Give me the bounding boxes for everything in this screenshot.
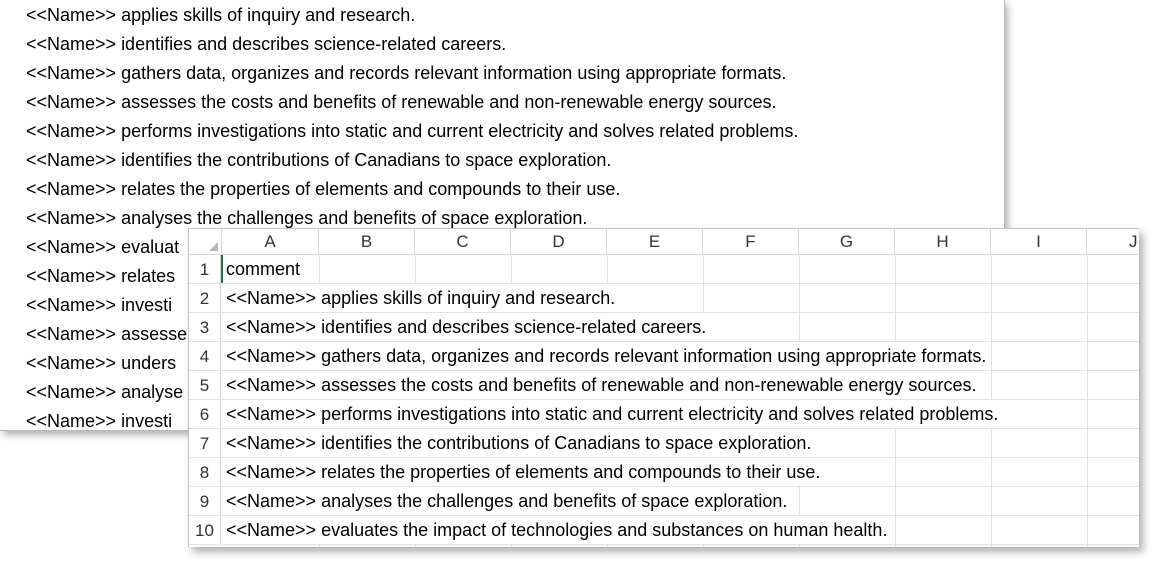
spreadsheet-window	[188, 228, 1139, 547]
document-line: <<Name>> applies skills of inquiry and research.	[26, 5, 416, 25]
select-all-triangle-icon	[209, 242, 218, 251]
column-header-f[interactable]: F	[703, 229, 799, 254]
row-header[interactable]: 7	[189, 429, 221, 458]
row-header[interactable]: 3	[189, 313, 221, 342]
cell-a8[interactable]: <<Name>> relates the properties of elements and compounds to their use.	[226, 458, 822, 486]
document-line: <<Name>> relates	[26, 266, 176, 286]
document-line: <<Name>> identifies the contributions of Canadians to space exploration.	[26, 150, 612, 170]
row-header[interactable]: 10	[189, 516, 221, 545]
cell-a3[interactable]: <<Name>> identifies and describes science-related careers.	[226, 313, 708, 341]
cell-a10[interactable]: <<Name>> evaluates the impact of technologies and substances on human health.	[226, 516, 889, 544]
column-header-j[interactable]: J	[1087, 229, 1139, 254]
document-line: <<Name>> assesses the costs and benefits of renewable and non-renewable energy sources.	[26, 92, 777, 112]
cell-a6[interactable]: <<Name>> performs investigations into static and current electricity and solves related problems.	[226, 400, 1000, 428]
document-line: <<Name>> relates the properties of elements and compounds to their use.	[26, 179, 621, 199]
row-header[interactable]: 8	[189, 458, 221, 487]
cell-a5[interactable]: <<Name>> assesses the costs and benefits of renewable and non-renewable energy sources.	[226, 371, 978, 399]
document-line: <<Name>> gathers data, organizes and records relevant information using appropriate formats.	[26, 63, 787, 83]
column-header-i[interactable]: I	[991, 229, 1087, 254]
cell-a4[interactable]: <<Name>> gathers data, organizes and records relevant information using appropriate formats.	[226, 342, 988, 370]
document-line: <<Name>> investi	[26, 411, 173, 431]
cell-a7[interactable]: <<Name>> identifies the contributions of Canadians to space exploration.	[226, 429, 813, 457]
column-header-d[interactable]: D	[511, 229, 607, 254]
row-header[interactable]: 6	[189, 400, 221, 429]
document-line: <<Name>> investi	[26, 295, 173, 315]
column-header-a[interactable]: A	[222, 229, 319, 254]
row-header[interactable]: 4	[189, 342, 221, 371]
cell-a1[interactable]: comment	[226, 259, 301, 279]
document-line: <<Name>> analyses the challenges and benefits of space exploration.	[26, 208, 588, 228]
cell-a9[interactable]: <<Name>> analyses the challenges and benefits of space exploration.	[226, 487, 789, 515]
table-row	[222, 255, 1139, 284]
active-cell-indicator	[221, 255, 317, 283]
column-header-e[interactable]: E	[607, 229, 703, 254]
document-line: <<Name>> unders	[26, 353, 177, 373]
document-line: <<Name>> identifies and describes science-related careers.	[26, 34, 507, 54]
document-line: <<Name>> assesse	[26, 324, 188, 344]
column-header-c[interactable]: C	[415, 229, 511, 254]
column-header-g[interactable]: G	[799, 229, 895, 254]
cell-a2[interactable]: <<Name>> applies skills of inquiry and research.	[226, 284, 617, 312]
row-header[interactable]: 5	[189, 371, 221, 400]
document-line: <<Name>> performs investigations into static and current electricity and solves related problems.	[26, 121, 799, 141]
column-header-h[interactable]: H	[895, 229, 991, 254]
row-header[interactable]: 9	[189, 487, 221, 516]
document-line: <<Name>> evaluat	[26, 237, 180, 257]
column-header-b[interactable]: B	[319, 229, 415, 254]
select-all-button[interactable]	[189, 229, 222, 254]
row-header[interactable]: 2	[189, 284, 221, 313]
column-header-row	[189, 229, 1139, 255]
row-header[interactable]: 1	[189, 255, 221, 284]
document-line: <<Name>> analyse	[26, 382, 184, 402]
